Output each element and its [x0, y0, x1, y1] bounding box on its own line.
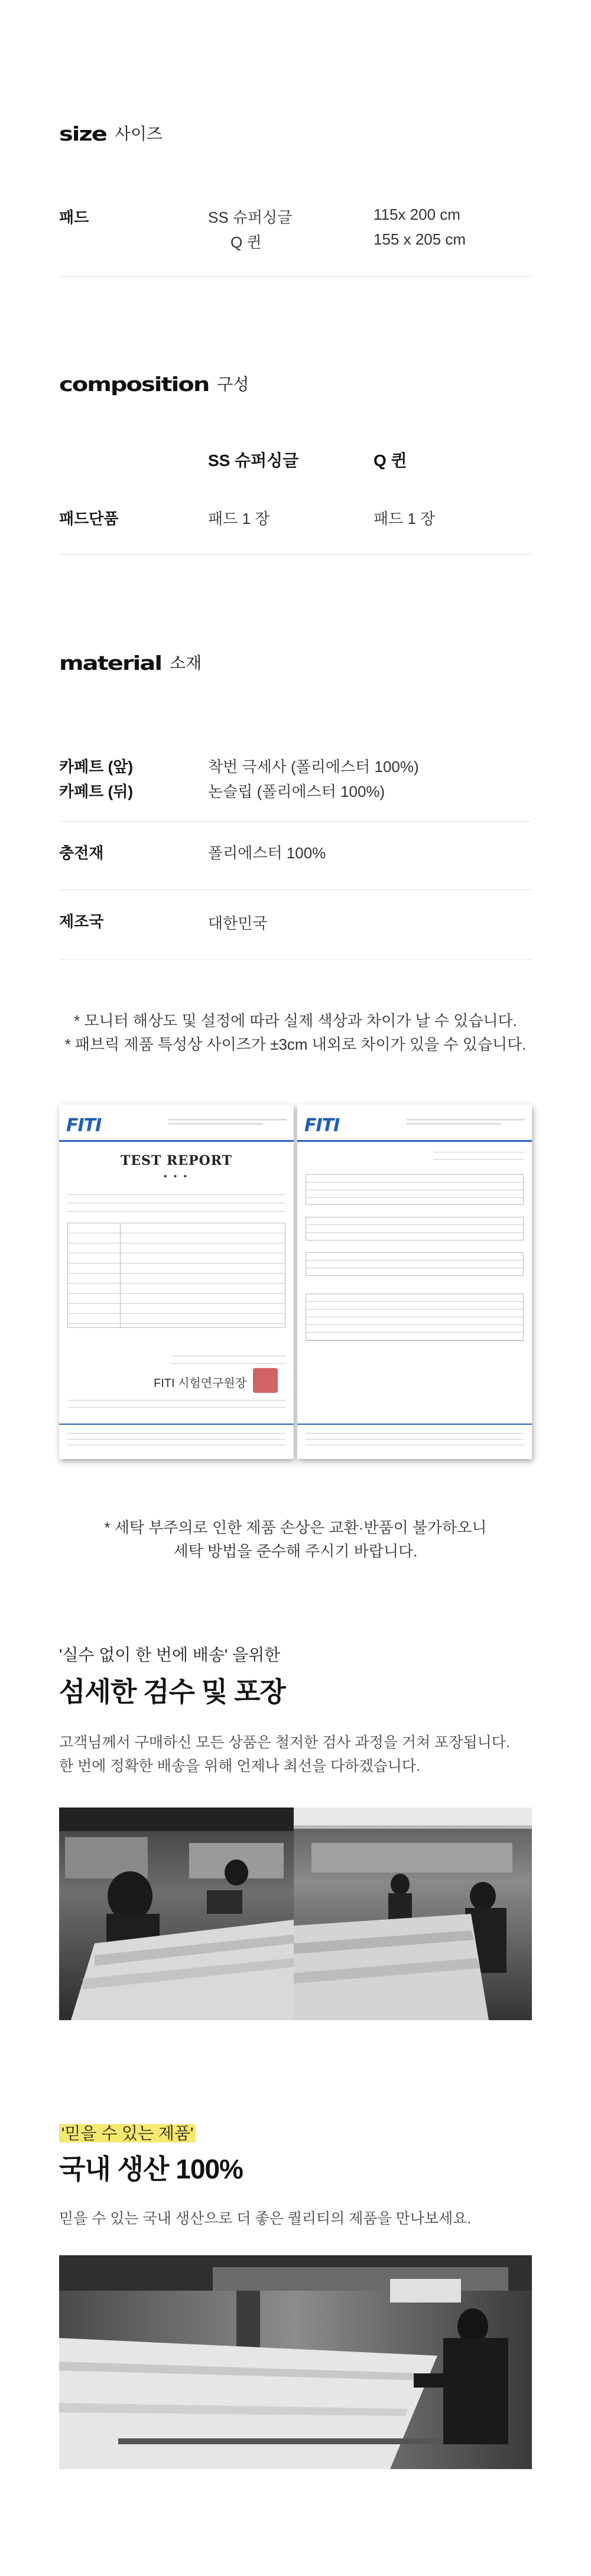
size-section-header [59, 118, 163, 145]
inspection-title: 섬세한 검수 및 포장 [59, 1676, 285, 1707]
material-label-front: 카페트 (앞) [59, 758, 134, 776]
size-dim-ss: 115x 200 cm [374, 206, 460, 223]
composition-label-pad: 패드단품 [59, 510, 119, 527]
wash-notice-line-1: * 세탁 부주의로 인한 제품 손상은 교환·반품이 불가하오니 [104, 1519, 487, 1536]
report-line [171, 1363, 285, 1364]
material-value-filling: 폴리에스터 100% [208, 844, 326, 862]
report-bottom-rule [297, 1424, 532, 1425]
report-table-column [67, 1223, 121, 1328]
report-top-rule [297, 1140, 532, 1142]
fiti-logo: FITI [66, 1115, 102, 1136]
report-line [306, 1439, 524, 1440]
test-report-page-1 [59, 1105, 294, 1459]
material-title-en: material [59, 652, 162, 675]
inspection-body-1: 고객님께서 구매하신 모든 상품은 철저한 검사 과정을 거쳐 포장됩니다. [59, 1734, 510, 1751]
composition-section-header [59, 369, 249, 396]
report-result-table-2 [306, 1217, 524, 1240]
material-title-ko: 소재 [170, 654, 202, 672]
composition-value-q: 패드 1 장 [374, 510, 436, 527]
composition-divider [59, 554, 532, 555]
report-top-rule [59, 1140, 294, 1142]
report-line [67, 1211, 285, 1212]
size-name-q: Q 퀸 [230, 233, 262, 251]
report-line [67, 1439, 285, 1440]
material-value-origin: 대한민국 [208, 914, 268, 932]
material-label-filling: 충전재 [59, 844, 104, 862]
size-dim-q: 155 x 205 cm [374, 230, 466, 248]
inspection-kicker: '실수 없이 한 번에 배송' 을위한 [59, 1646, 281, 1664]
lab-seal-icon [253, 1368, 278, 1393]
report-line [67, 1194, 285, 1195]
domestic-kicker [59, 2121, 196, 2144]
material-value-back: 논슬립 (폴리에스터 100%) [208, 783, 385, 800]
composition-title-en: composition [59, 373, 209, 396]
report-line [433, 1159, 524, 1160]
composition-header-ss: SS 슈퍼싱글 [208, 451, 299, 470]
inspection-photo-2 [294, 1808, 532, 2020]
report-result-table-1 [306, 1174, 524, 1205]
composition-value-ss: 패드 1 장 [208, 510, 270, 527]
size-label-pad: 패드 [59, 209, 89, 226]
size-divider [59, 276, 532, 277]
report-lab-name: FITI 시험연구원장 [154, 1377, 247, 1390]
domestic-title: 국내 생산 100% [59, 2154, 243, 2184]
report-result-table-4 [306, 1294, 524, 1341]
report-dots: ● ● ● [163, 1173, 190, 1180]
size-name-ss: SS 슈퍼싱글 [208, 209, 293, 226]
report-line [306, 1433, 524, 1434]
inspection-body-2: 한 번에 정확한 배송을 위해 언제나 최선을 다하겠습니다. [59, 1758, 421, 1774]
material-value-front: 착번 극세사 (폴리에스터 100%) [208, 758, 419, 776]
inspection-photo-1 [59, 1808, 294, 2020]
material-section-header [59, 647, 202, 675]
report-line [67, 1400, 285, 1401]
material-label-origin: 제조국 [59, 913, 104, 930]
color-notice: * 모니터 해상도 및 설정에 따라 실제 색상과 차이가 날 수 있습니다. [74, 1012, 517, 1030]
domestic-body: 믿을 수 있는 국내 생산으로 더 좋은 퀄리티의 제품을 만나보세요. [59, 2210, 472, 2227]
composition-title-ko: 구성 [217, 375, 249, 393]
material-divider-3 [59, 959, 532, 960]
fiti-address-lines [407, 1119, 525, 1125]
test-report-images [59, 1105, 532, 1465]
material-divider-1 [59, 821, 532, 822]
report-bottom-rule [59, 1424, 294, 1425]
size-notice: * 패브릭 제품 특성상 사이즈가 ±3cm 내외로 차이가 있을 수 있습니다. [64, 1035, 527, 1053]
report-result-table-3 [306, 1252, 524, 1276]
production-photo [59, 2255, 532, 2469]
material-label-back: 카페트 (뒤) [59, 783, 134, 800]
size-title-ko: 사이즈 [114, 125, 163, 143]
fiti-logo: FITI [304, 1115, 340, 1136]
fiti-address-lines [168, 1119, 287, 1125]
composition-header-q: Q 퀸 [374, 451, 407, 470]
report-line [67, 1433, 285, 1434]
report-title: TEST REPORT [120, 1153, 233, 1168]
wash-notice-line-2: 세탁 방법을 준수해 주시기 바랍니다. [173, 1542, 418, 1560]
report-line [67, 1407, 285, 1408]
size-title-en: size [59, 123, 106, 145]
domestic-kicker-text: '믿을 수 있는 제품' [59, 2124, 196, 2142]
test-report-page-2 [297, 1105, 532, 1459]
